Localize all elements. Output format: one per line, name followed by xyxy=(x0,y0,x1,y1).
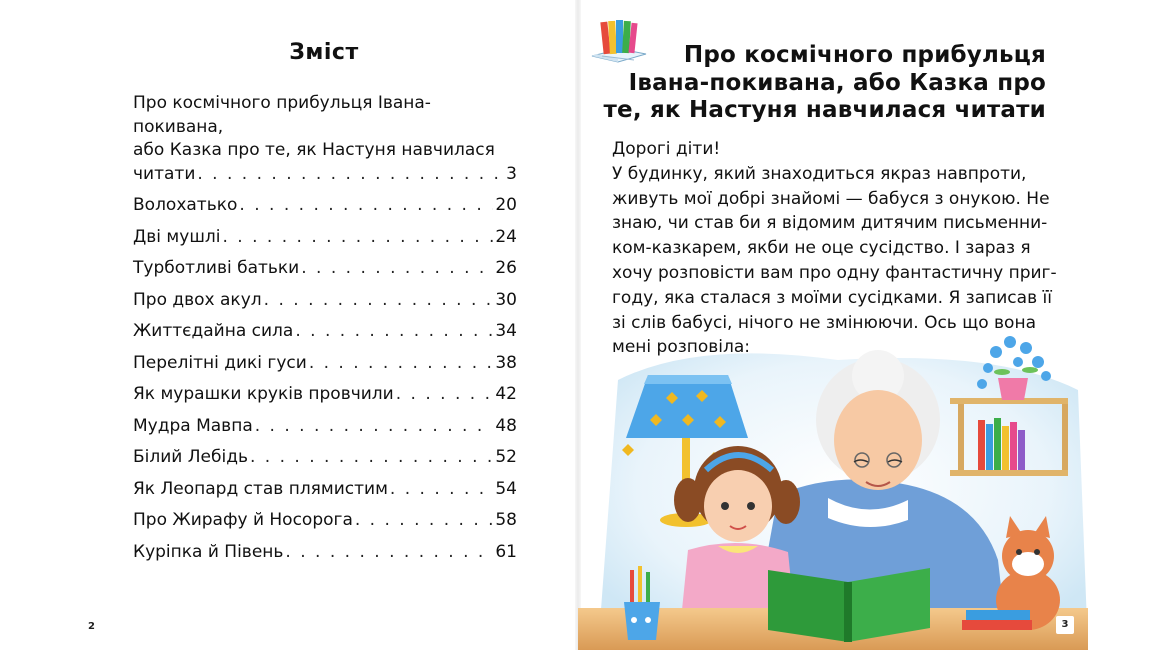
toc-leader-dots xyxy=(295,320,493,344)
body-line: Дорогі діти! xyxy=(612,139,721,159)
toc-entry[interactable] xyxy=(133,383,517,407)
toc-entry-row xyxy=(133,257,517,281)
toc-entry-page: 38 xyxy=(495,352,517,373)
toc-entry-title-line: Про космічного прибульця Івана-покивана, xyxy=(133,93,431,137)
toc-entry-page: 58 xyxy=(495,510,517,530)
toc-entry-page: 61 xyxy=(495,541,517,562)
toc-entry-row xyxy=(133,352,517,376)
page-number-left: 2 xyxy=(88,621,95,632)
toc-entry-row xyxy=(133,383,517,407)
grandma-and-girl-illustration xyxy=(578,320,1088,650)
toc-entry-page: 42 xyxy=(495,384,517,404)
toc-entry[interactable] xyxy=(133,541,517,565)
toc-entry[interactable] xyxy=(133,92,517,186)
toc-leader-dots xyxy=(239,194,493,218)
toc-leader-dots xyxy=(197,163,504,187)
body-line: ком-казкарем, якби не оце сусідство. І зараз я xyxy=(612,238,1031,259)
toc-entry[interactable] xyxy=(133,478,517,502)
toc-leader-dots xyxy=(396,383,494,407)
toc-entry-title: Волохатько xyxy=(133,195,238,215)
body-line: мені розповіла: xyxy=(612,337,751,358)
toc-leader-dots xyxy=(222,226,493,250)
body-line: знаю, чи став би я відомим дитячим письменни- xyxy=(612,213,1048,234)
grandma-face xyxy=(834,390,922,490)
toc-entry-page: 30 xyxy=(495,289,517,310)
story-title-line: те, як Настуня навчилася читати xyxy=(603,97,1046,123)
toc-leader-dots xyxy=(355,509,493,533)
toc-entry-row xyxy=(133,478,517,502)
toc-entry-title: Як мурашки круків провчили xyxy=(133,384,394,404)
toc-leader-dots xyxy=(264,289,494,313)
toc-entry-title: читати xyxy=(133,163,196,184)
toc-heading: Зміст xyxy=(289,40,359,65)
toc-entry-title: Мудра Мавпа xyxy=(133,415,253,436)
toc-entry-page: 24 xyxy=(495,226,517,247)
body-line: У будинку, який знаходиться якраз навпроти, xyxy=(612,163,1027,184)
toc-entry-row xyxy=(133,194,517,218)
toc-entry[interactable] xyxy=(133,415,517,439)
toc-leader-dots xyxy=(255,415,494,439)
right-margin xyxy=(1088,0,1156,650)
toc-entry-row xyxy=(133,415,517,439)
toc-entry[interactable] xyxy=(133,446,517,470)
toc-entry-title: Дві мушлі xyxy=(133,226,221,247)
toc-entry-page: 20 xyxy=(495,195,517,215)
toc-leader-dots xyxy=(390,478,493,502)
toc-entry-title: Білий Лебідь xyxy=(133,447,248,467)
toc-entry-title: Життєдайна сила xyxy=(133,321,294,341)
body-line: хочу розповісти вам про одну фантастичну приг- xyxy=(612,262,1057,283)
toc-entry-row xyxy=(133,226,517,250)
toc-entry[interactable] xyxy=(133,194,517,218)
toc-entry-page: 34 xyxy=(495,321,517,341)
story-title-line: Про космічного прибульця xyxy=(683,42,1046,68)
flower-pot xyxy=(998,378,1028,400)
toc-entry[interactable] xyxy=(133,226,517,250)
toc-entry-title: Про Жирафу й Носорога xyxy=(133,510,353,530)
toc-entry[interactable] xyxy=(133,352,517,376)
toc-leader-dots xyxy=(309,352,494,376)
toc-list xyxy=(133,92,517,572)
toc-entry-row xyxy=(133,289,517,313)
toc-entry-title: Перелітні дикі гуси xyxy=(133,352,307,373)
toc-entry-title: Про двох акул xyxy=(133,289,262,310)
toc-entry-page: 48 xyxy=(495,415,517,436)
toc-entry-page: 3 xyxy=(506,163,517,184)
toc-entry-row xyxy=(133,509,517,533)
body-line: зі слів бабусі, нічого не змінюючи. Ось що вона xyxy=(612,312,1036,333)
toc-leader-dots xyxy=(250,446,493,470)
toc-entry[interactable] xyxy=(133,320,517,344)
toc-entry-title: Турботливі батьки xyxy=(133,258,300,278)
toc-entry-row xyxy=(133,541,517,565)
toc-entry[interactable] xyxy=(133,509,517,533)
girl-face xyxy=(704,470,772,542)
toc-leader-dots xyxy=(285,541,493,565)
toc-entry-title: Як Леопард став плямистим xyxy=(133,478,388,499)
toc-entry[interactable] xyxy=(133,257,517,281)
toc-leader-dots xyxy=(301,257,493,281)
toc-entry-row xyxy=(133,446,517,470)
body-line: живуть мої добрі знайомі — бабуся з онукою. Не xyxy=(612,188,1050,209)
story-title-line: Івана-покивана, або Казка про xyxy=(628,69,1046,96)
toc-entry-title-line: або Казка про те, як Настуня навчилася xyxy=(133,140,495,160)
toc-entry[interactable] xyxy=(133,289,517,313)
left-margin xyxy=(0,0,70,650)
toc-entry-row xyxy=(133,320,517,344)
toc-entry-page: 26 xyxy=(495,258,517,278)
toc-entry-page: 52 xyxy=(495,447,517,467)
toc-entry-page: 54 xyxy=(495,478,517,499)
story-title xyxy=(590,42,1046,125)
body-line: году, яка сталася з моїми сусідками. Я записав її xyxy=(612,287,1052,308)
toc-entry-title: Куріпка й Півень xyxy=(133,541,284,562)
page-number-right: 3 xyxy=(1056,616,1074,634)
toc-entry-row xyxy=(133,163,517,187)
